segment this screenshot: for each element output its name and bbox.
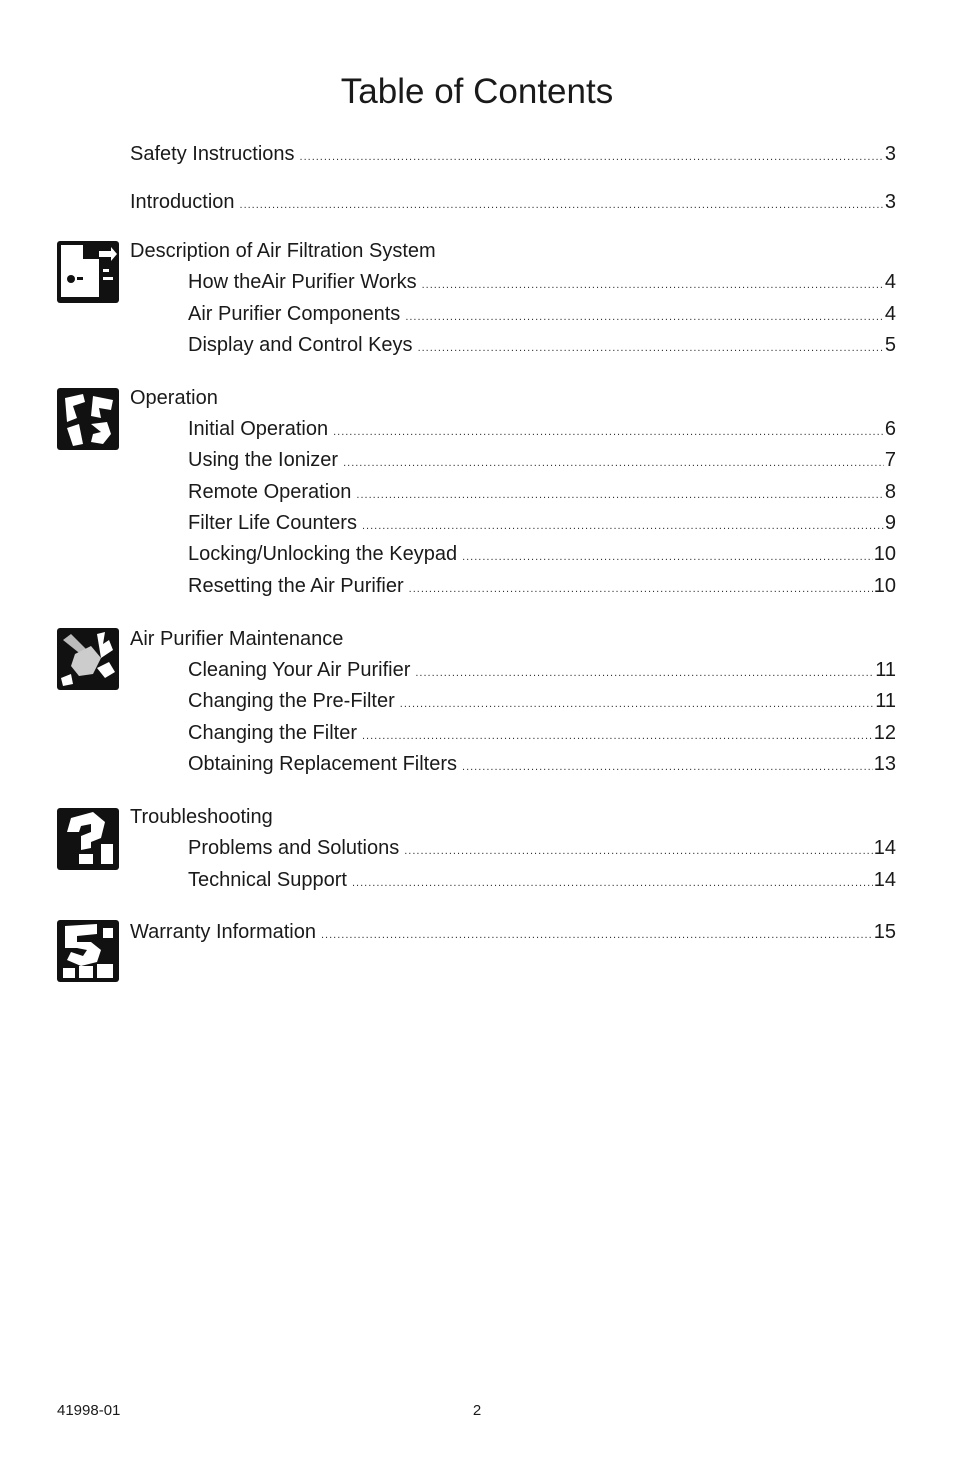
toc-page-number: 14	[873, 837, 896, 859]
maintenance-hand-icon	[57, 628, 119, 690]
document-number: 41998-01	[57, 1402, 121, 1419]
dot-leader	[405, 302, 884, 330]
toc-entry[interactable]	[188, 446, 896, 474]
toc-entry-label: Locking/Unlocking the Keypad	[188, 543, 458, 565]
toc-entry-label: Remote Operation	[188, 481, 352, 503]
dot-leader	[415, 658, 874, 686]
toc-entry[interactable]	[188, 572, 896, 600]
section-heading: Air Purifier Maintenance	[130, 628, 344, 650]
toc-page-number: 3	[884, 191, 896, 213]
toc-page-number: 7	[884, 449, 896, 471]
toc-entry[interactable]	[188, 268, 896, 296]
dot-leader	[352, 868, 873, 896]
page-number: 2	[472, 1402, 482, 1419]
section-heading: Operation	[130, 387, 218, 409]
section-heading: Troubleshooting	[130, 806, 273, 828]
dot-leader	[300, 142, 884, 170]
operation-icon	[57, 388, 119, 450]
dot-leader	[462, 752, 873, 780]
toc-page-number: 8	[884, 481, 896, 503]
dot-leader	[409, 574, 873, 602]
page-title: Table of Contents	[340, 72, 614, 111]
toc-page-number: 4	[884, 271, 896, 293]
dot-leader	[333, 417, 884, 445]
toc-page-number: 11	[875, 690, 896, 712]
toc-entry-label: Resetting the Air Purifier	[188, 575, 404, 597]
toc-entry[interactable]	[188, 687, 896, 715]
toc-page-number: 6	[884, 418, 896, 440]
dot-leader	[362, 721, 873, 749]
toc-entry-warranty-information[interactable]	[130, 918, 896, 946]
toc-entry[interactable]	[188, 540, 896, 568]
toc-entry-label: Introduction	[130, 191, 235, 213]
toc-entry-label: Filter Life Counters	[188, 512, 357, 534]
toc-entry-label: Initial Operation	[188, 418, 329, 440]
toc-entry[interactable]	[188, 866, 896, 894]
air-flow-icon	[57, 241, 119, 303]
dot-leader	[343, 448, 884, 476]
toc-entry-label: Display and Control Keys	[188, 334, 413, 356]
toc-entry[interactable]	[188, 300, 896, 328]
toc-entry-label: Cleaning Your Air Purifier	[188, 659, 411, 681]
dot-leader	[356, 480, 883, 508]
toc-entry-label: Using the Ionizer	[188, 449, 339, 471]
toc-entry[interactable]	[188, 331, 896, 359]
toc-entry-label: Obtaining Replacement Filters	[188, 753, 458, 775]
dot-leader	[422, 270, 884, 298]
toc-page-number: 3	[884, 143, 896, 165]
five-year-warranty-icon	[57, 920, 119, 982]
toc-page-number: 5	[884, 334, 896, 356]
dot-leader	[362, 511, 884, 539]
question-mark-icon	[57, 808, 119, 870]
section-heading: Description of Air Filtration System	[130, 240, 436, 262]
toc-entry[interactable]	[188, 719, 896, 747]
toc-entry[interactable]	[188, 478, 896, 506]
toc-page-number: 14	[873, 869, 896, 891]
toc-entry[interactable]	[188, 415, 896, 443]
toc-entry[interactable]	[188, 509, 896, 537]
toc-entry[interactable]	[188, 656, 896, 684]
dot-leader	[321, 920, 873, 948]
toc-entry-label: Safety Instructions	[130, 143, 295, 165]
toc-page-number: 10	[873, 543, 896, 565]
toc-entry-safety-instructions[interactable]	[130, 140, 896, 168]
toc-page-number: 11	[875, 659, 896, 681]
toc-page-number: 13	[873, 753, 896, 775]
toc-entry[interactable]	[188, 834, 896, 862]
toc-page-number: 12	[873, 722, 896, 744]
toc-entry[interactable]	[188, 750, 896, 778]
dot-leader	[462, 542, 873, 570]
toc-entry-label: How theAir Purifier Works	[188, 271, 417, 293]
toc-entry-label: Changing the Filter	[188, 722, 357, 744]
dot-leader	[418, 333, 884, 361]
toc-page-number: 4	[884, 303, 896, 325]
dot-leader	[400, 689, 874, 717]
toc-page-number: 10	[873, 575, 896, 597]
dot-leader	[240, 190, 884, 218]
toc-entry-label: Air Purifier Components	[188, 303, 401, 325]
toc-entry-label: Problems and Solutions	[188, 837, 400, 859]
toc-entry-introduction[interactable]	[130, 188, 896, 216]
dot-leader	[404, 836, 873, 864]
toc-entry-label: Technical Support	[188, 869, 347, 891]
toc-entry-label: Changing the Pre-Filter	[188, 690, 395, 712]
toc-page-number: 9	[884, 512, 896, 534]
toc-page-number: 15	[873, 921, 896, 943]
toc-entry-label: Warranty Information	[130, 921, 316, 943]
